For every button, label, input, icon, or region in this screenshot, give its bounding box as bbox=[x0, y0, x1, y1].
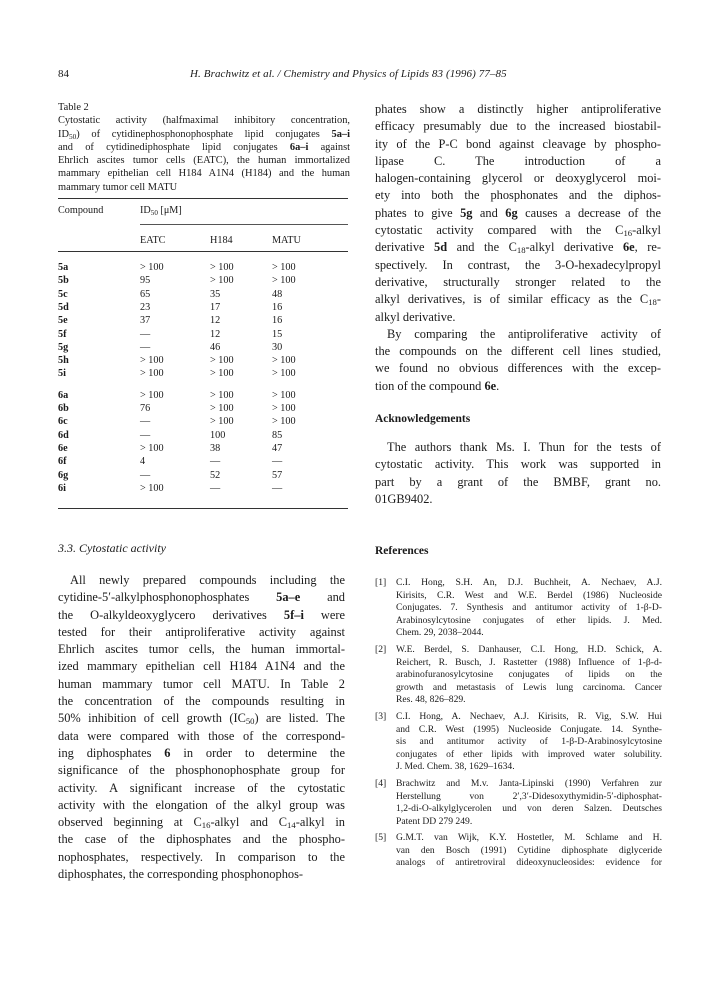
caption-line: mammary tumor cell MATU bbox=[58, 181, 178, 193]
ack-line: part by a grant of the BMBF, grant no. bbox=[375, 474, 661, 489]
body-line: 50% inhibition of cell growth $(IC_{50})$ are listed. The bbox=[58, 711, 345, 727]
table-cell: 12 bbox=[210, 315, 221, 327]
table-cell: — bbox=[140, 469, 151, 481]
table-cell: 57 bbox=[272, 469, 283, 481]
body-line: activity with the elongation of the alkyl group was bbox=[58, 797, 345, 812]
reference-line: C.I. Hong, S.H. An, D.J. Buchheit, A. Nechaev, A.J. bbox=[396, 577, 662, 588]
body-line: the compounds on the different cell lines studied, bbox=[375, 344, 661, 359]
caption-line: Cytostatic activity (halfmaximal inhibitory concentration, bbox=[58, 115, 350, 127]
compound-id: 6e bbox=[58, 442, 68, 454]
section-body bbox=[58, 572, 345, 883]
table-cell: > 100 bbox=[140, 482, 164, 494]
table-cell: > 100 bbox=[210, 355, 234, 367]
body-line: observed beginning at $C_{16}$-alkyl and $C_{14}$-alkyl in bbox=[58, 815, 345, 831]
body-line: halogen-containing glycerol or deoxyglycerol moi- bbox=[375, 171, 661, 186]
page-number: 84 bbox=[58, 68, 69, 80]
table-cell: 85 bbox=[272, 429, 283, 441]
table-cell: 76 bbox=[140, 403, 151, 414]
header-id50: $ID_{50}$ [μM] bbox=[140, 205, 182, 217]
reference-number: [1] bbox=[375, 577, 387, 588]
compound-id: 5b bbox=[58, 275, 69, 287]
col-header-eatc: EATC bbox=[140, 235, 166, 246]
compound-id: 6a bbox=[58, 389, 69, 401]
table-cell: — bbox=[272, 482, 283, 494]
reference-line: and C.R. West (1995) Nucleoside Conjugate. 14. Synthe- bbox=[396, 723, 662, 735]
compound-id: 6c bbox=[58, 416, 68, 428]
body-line: cytostatic activity compared with the $C_{16}$-alkyl bbox=[375, 223, 661, 239]
table-cell: 37 bbox=[140, 315, 151, 327]
reference-number: [4] bbox=[375, 777, 387, 789]
reference-item bbox=[375, 832, 662, 870]
table-cell: — bbox=[210, 456, 221, 468]
compound-id: 6f bbox=[58, 456, 67, 468]
reference-number: [2] bbox=[375, 643, 387, 655]
body-line: efficacy presumably due to the increased biostabil- bbox=[375, 119, 661, 134]
body-line: cytidine-5′-alkylphosphonophosphates 5a–e and bbox=[58, 590, 345, 605]
table-bottom-rule bbox=[58, 508, 348, 509]
table-cell: 30 bbox=[272, 341, 283, 353]
right-column-body bbox=[375, 101, 661, 395]
table-cell: > 100 bbox=[272, 355, 296, 367]
reference-line: sis and antitumor activity of 1-β-D-Arabinosylcytosine bbox=[396, 736, 662, 748]
compound-id: 6i bbox=[58, 482, 66, 494]
body-line: phates show a distinctly higher antiproliferative bbox=[375, 102, 661, 116]
body-line: lipase C. The introduction of a bbox=[375, 153, 661, 168]
references-list bbox=[375, 577, 662, 874]
table-cell: 15 bbox=[272, 328, 283, 340]
table-cell: 23 bbox=[140, 301, 151, 313]
body-line: nophosphates, respectively. In comparison to the bbox=[58, 849, 345, 864]
body-line: By comparing the antiproliferative activity of bbox=[387, 326, 661, 341]
body-line: significance of the phosphonophosphate group for bbox=[58, 763, 345, 778]
body-line: tested for their antiproliferative activity against bbox=[58, 624, 345, 639]
table-cell: 52 bbox=[210, 469, 221, 481]
table-cell: > 100 bbox=[140, 368, 164, 380]
body-line: spectively. In contrast, the 3-O-hexadecylpropyl bbox=[375, 257, 661, 272]
compound-id: 5g bbox=[58, 341, 69, 353]
compound-id: 6g bbox=[58, 469, 69, 481]
body-line: ing diphosphates 6 in order to determine the bbox=[58, 745, 345, 760]
body-line: ity of the P-C bond against cleavage by phospho- bbox=[375, 136, 661, 151]
caption-line: and of cytidinediphosphate lipid conjugates 6a–i against bbox=[58, 141, 350, 153]
body-line: ety into both the phosphonates and the diphos- bbox=[375, 188, 661, 203]
body-line: derivative 5d and the $C_{18}$-alkyl derivative 6e, re- bbox=[375, 240, 662, 256]
table-cell: > 100 bbox=[272, 262, 296, 273]
reference-line: van den Bosch (1991) Cytidine diphosphate diglyceride bbox=[396, 844, 662, 856]
table-cell: > 100 bbox=[140, 442, 164, 454]
body-line: All newly prepared compounds including the bbox=[70, 573, 345, 587]
table-cell: 16 bbox=[272, 301, 283, 313]
section-heading: 3.3. Cytostatic activity bbox=[58, 541, 166, 555]
body-line: phates to give 5g and 6g causes a decrease of the bbox=[375, 205, 661, 220]
reference-line: conjugates of ether lipids with improved water solubility. bbox=[396, 748, 662, 760]
reference-line: Brachwitz and M.v. Janta-Lipinski (1990) Verfahren zur bbox=[396, 777, 662, 789]
reference-line: Chem. 29, 2038–2044. bbox=[396, 627, 484, 639]
table-caption bbox=[58, 101, 350, 194]
table-cell: — bbox=[272, 456, 283, 468]
table-cell: — bbox=[210, 482, 221, 494]
table-cell: 95 bbox=[140, 275, 151, 287]
compound-id: 5a bbox=[58, 262, 69, 273]
table-cell: > 100 bbox=[210, 389, 234, 401]
ack-line: 01GB9402. bbox=[375, 491, 433, 506]
table-top-rule bbox=[58, 198, 348, 199]
reference-line: Arabinosylcytosine conjugates of ether lipids. J. Med. bbox=[396, 614, 662, 626]
table-cell: 16 bbox=[272, 315, 283, 327]
header-sub-rule bbox=[140, 224, 348, 225]
reference-line: growth and metastasis of Lewis lung carcinoma. Cancer bbox=[396, 681, 662, 693]
acknowledgements-heading: Acknowledgements bbox=[375, 413, 471, 425]
compound-id: 5d bbox=[58, 301, 69, 313]
body-line: the concentration of the compounds resulting in bbox=[58, 694, 345, 709]
acknowledgements-body bbox=[375, 439, 661, 508]
reference-line: Res. 48, 826–829. bbox=[396, 694, 466, 706]
table-cell: > 100 bbox=[140, 389, 164, 401]
col-header-h184: H184 bbox=[210, 235, 233, 246]
table-cell: — bbox=[140, 341, 151, 353]
header-compound: Compound bbox=[58, 205, 104, 216]
table-cell: 38 bbox=[210, 442, 221, 454]
table-cell: 12 bbox=[210, 328, 221, 340]
reference-number: [5] bbox=[375, 832, 387, 844]
compound-id: 5c bbox=[58, 288, 68, 300]
table-cell: 100 bbox=[210, 429, 226, 441]
body-line: human mammary tumor cell MATU. In Table 2 bbox=[58, 676, 345, 691]
table-title: Table 2 bbox=[58, 102, 89, 113]
reference-line: Kirisits, C.R. West and W.E. Berdel (1986) Nucleoside bbox=[396, 589, 662, 601]
compound-id: 5i bbox=[58, 368, 66, 380]
reference-item bbox=[375, 644, 662, 707]
reference-line: 1,2-di-O-alkylglycerolen und von deren Salzen. Deutsches bbox=[396, 803, 662, 815]
col-header-matu: MATU bbox=[272, 235, 301, 246]
caption-line: Ehrlich ascites tumor cells (EATC), the human immortalized bbox=[58, 155, 350, 167]
table-cell: 35 bbox=[210, 288, 221, 300]
reference-line: analogs of antiretroviral dideoxynucleosides: evidence for bbox=[396, 857, 662, 869]
table-cell: > 100 bbox=[210, 368, 234, 380]
data-table bbox=[58, 198, 348, 516]
table-cell: 4 bbox=[140, 456, 146, 468]
caption-line: $ID_{50}$) of cytidinephosphonophosphate lipid conjugates 5a–i bbox=[58, 128, 350, 141]
table-cell: 48 bbox=[272, 288, 283, 300]
body-line: the case of the diphosphates and the phospho- bbox=[58, 832, 345, 847]
table-cell: — bbox=[140, 416, 151, 428]
body-line: we found no obvious differences with the excep- bbox=[375, 361, 661, 376]
reference-item bbox=[375, 577, 662, 640]
running-head: H. Brachwitz et al. / Chemistry and Physics of Lipids 83 (1996) 77–85 bbox=[190, 68, 507, 80]
table-cell: > 100 bbox=[272, 368, 296, 380]
body-line: the O-alkyldeoxyglycero derivatives 5f–i were bbox=[58, 607, 346, 622]
table-cell: > 100 bbox=[140, 262, 164, 273]
reference-line: J. Med. Chem. 38, 1629–1634. bbox=[396, 761, 515, 773]
compound-id: 6b bbox=[58, 403, 69, 414]
table-cell: > 100 bbox=[210, 262, 234, 273]
table-cell: > 100 bbox=[272, 416, 296, 428]
reference-line: G.M.T. van Wijk, K.Y. Hostetler, M. Schlame and H. bbox=[396, 832, 662, 844]
compound-id: 5e bbox=[58, 315, 68, 327]
reference-item bbox=[375, 711, 662, 774]
table-caption-text bbox=[58, 114, 350, 194]
reference-line: Conjugates. 7. Synthesis and antitumor activity of 1-β-D- bbox=[396, 602, 662, 614]
reference-line: arabinofuranosylcytosine conjugates of lipids on the bbox=[396, 669, 662, 681]
table-cell: > 100 bbox=[272, 403, 296, 414]
body-line: tion of the compound 6e. bbox=[375, 378, 500, 393]
table-cell: > 100 bbox=[210, 403, 234, 414]
compound-id: 5h bbox=[58, 355, 69, 367]
compound-id: 6d bbox=[58, 429, 69, 441]
ack-line: The authors thank Ms. I. Thun for the tests of bbox=[387, 440, 661, 454]
reference-item bbox=[375, 778, 662, 828]
body-line: alkyl derivatives, is of similar efficacy as the $C_{18}-$ bbox=[375, 292, 661, 308]
body-line: activity. A significant increase of the cytostatic bbox=[58, 780, 345, 795]
body-line: alkyl derivative. bbox=[375, 309, 456, 324]
reference-line: Reichert, R. Busch, J. Rastetter (1988) Influence of 1-β-d- bbox=[396, 656, 662, 668]
body-line: Ehrlich ascites tumor cells, the human immortal- bbox=[58, 642, 345, 657]
table-cell: > 100 bbox=[272, 275, 296, 287]
table-cell: > 100 bbox=[210, 275, 234, 287]
table-cell: 46 bbox=[210, 341, 221, 353]
body-line: derivative, structurally stronger related to the bbox=[375, 274, 661, 289]
header-bottom-rule bbox=[58, 251, 348, 252]
reference-line: Patent DD 279 249. bbox=[396, 815, 473, 827]
reference-line: C.I. Hong, A. Nechaev, A.J. Kirisits, R. Vig, S.W. Hui bbox=[396, 710, 662, 722]
caption-line: mammary epithelian cell H184 A1N4 (H184) and the human bbox=[58, 168, 350, 180]
compound-id: 5f bbox=[58, 328, 67, 340]
table-cell: > 100 bbox=[272, 389, 296, 401]
table-cell: 17 bbox=[210, 301, 221, 313]
references-heading: References bbox=[375, 545, 429, 557]
body-line: diphosphates, the corresponding phosphonophos- bbox=[58, 867, 304, 882]
body-line: data were compared with those of the correspond- bbox=[58, 728, 345, 743]
body-line: ized mammary epithelian cell H184 A1N4 and the bbox=[58, 659, 345, 674]
reference-number: [3] bbox=[375, 710, 387, 722]
table-cell: 47 bbox=[272, 442, 283, 454]
reference-line: W.E. Berdel, S. Danhauser, C.I. Hong, H.D. Schick, A. bbox=[396, 643, 662, 655]
table-cell: > 100 bbox=[210, 416, 234, 428]
table-cell: — bbox=[140, 429, 151, 441]
reference-line: Herstellung von 2′,3′-Didesoxythymidin-5′-diphosphat- bbox=[396, 790, 662, 802]
table-cell: — bbox=[140, 328, 151, 340]
ack-line: cytostatic activity. This work was supported in bbox=[375, 457, 661, 472]
table-cell: > 100 bbox=[140, 355, 164, 367]
table-cell: 65 bbox=[140, 288, 151, 300]
